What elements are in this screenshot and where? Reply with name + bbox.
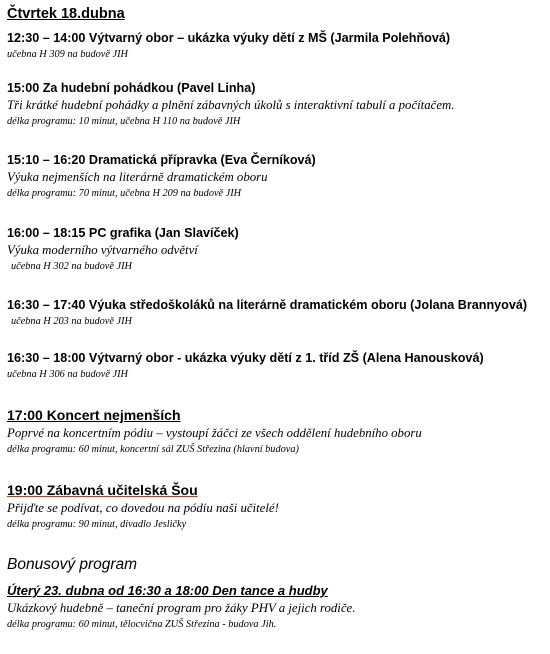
event-item — [7, 152, 549, 201]
event-meta: délka programu: 70 minut, učebna H 209 na budově JIH — [7, 188, 242, 199]
event-description: Poprvé na koncertním pódiu – vystoupí žáčci ze všech oddělení hudebního oboru — [7, 426, 422, 440]
event-meta: učebna H 203 na budově JIH — [11, 316, 132, 327]
event-meta: učebna H 309 na budově JIH — [7, 49, 128, 60]
event-title: 15:10 – 16:20 Dramatická přípravka (Eva Černíková) — [7, 153, 316, 167]
bonus-heading: Bonusový program — [7, 556, 138, 573]
event-description: Výuka moderního výtvarného odvětví — [7, 243, 198, 257]
event-item — [7, 225, 549, 274]
event-meta: délka programu: 90 minut, divadlo Jesličky — [7, 519, 187, 530]
event-title: 17:00 Koncert nejmenších — [7, 407, 181, 423]
event-title: 16:30 – 18:00 Výtvarný obor - ukázka výuky dětí z 1. tříd ZŠ (Alena Hanousková) — [7, 351, 484, 365]
bonus-event — [7, 582, 549, 632]
event-item — [7, 350, 549, 382]
event-item — [7, 30, 549, 62]
day-heading: Čtvrtek 18.dubna — [7, 6, 125, 22]
event-meta: délka programu: 10 minut, učebna H 110 na budově JIH — [7, 116, 241, 127]
event-item — [7, 406, 549, 457]
event-title: 16:00 – 18:15 PC grafika (Jan Slavíček) — [7, 226, 239, 240]
bonus-event-title: Úterý 23. dubna od 16:30 a 18:00 Den tance a hudby — [7, 583, 328, 598]
bonus-event-meta: délka programu: 60 minut, tělocvična ZUŠ Střezina - budova Jih. — [7, 619, 277, 630]
event-description: Tři krátké hudební pohádky a plnění zábavných úkolů s interaktivní tabulí a počítačem. — [7, 98, 455, 112]
event-title: 15:00 Za hudební pohádkou (Pavel Linha) — [7, 81, 256, 95]
event-description: Výuka nejmenších na literárně dramatickém oboru — [7, 170, 268, 184]
event-meta: učebna H 306 na budově JIH — [7, 369, 128, 380]
event-title: 12:30 – 14:00 Výtvarný obor – ukázka výuky dětí z MŠ (Jarmila Polehňová) — [7, 31, 451, 45]
event-item — [7, 297, 549, 329]
event-description: Přijďte se podívat, co dovedou na pódiu naši učitelé! — [7, 501, 279, 515]
event-item — [7, 80, 549, 129]
event-title: 19:00 Zábavná učitelská Šou — [7, 482, 198, 498]
event-item — [7, 481, 549, 532]
event-title: 16:30 – 17:40 Výuka středoškoláků na literárně dramatickém oboru (Jolana Brannyová) — [7, 298, 528, 312]
event-meta: učebna H 302 na budově JIH — [11, 261, 132, 272]
bonus-event-description: Ukázkový hudebně – taneční program pro žáky PHV a jejich rodiče. — [7, 601, 356, 615]
event-meta: délka programu: 60 minut, koncertní sál ZUŠ Střezina (hlavní budova) — [7, 444, 299, 455]
